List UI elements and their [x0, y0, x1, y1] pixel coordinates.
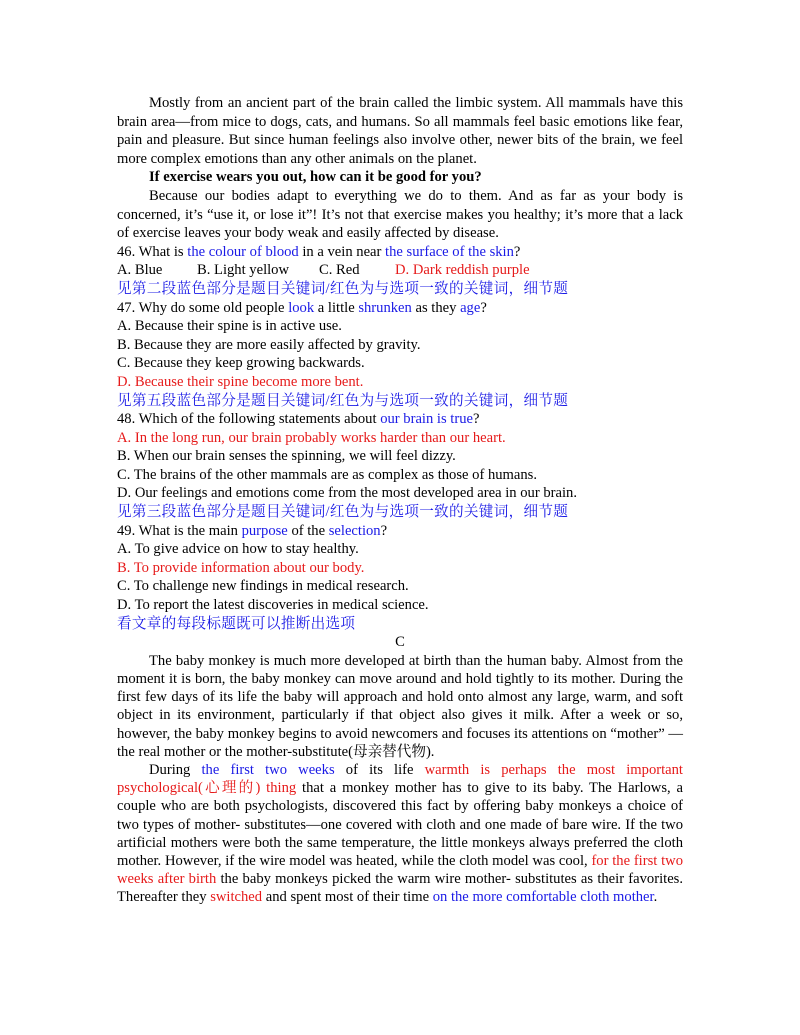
intro-paragraph: Mostly from an ancient part of the brain called the limbic system. All mammals have this brain area—from mice to dogs, cats, and humans. So all mammals feel basic emotions like fear, pain and pleasure. But since human feelings also involve other, newer bits of the brain, we feel more complex emotions than any other animals on the planet.: [117, 95, 683, 167]
question-46-options: [117, 261, 683, 280]
question-46-note: 见第二段蓝色部分是题目关键词/红色为与选项一致的关键词，细节题: [117, 280, 569, 297]
keyword: selection: [328, 522, 381, 539]
section-letter: C: [395, 634, 405, 651]
keyword: on the more comfortable cloth mother: [432, 889, 654, 906]
option-a-answer: A. In the long run, our brain probably works harder than our heart.: [117, 429, 506, 446]
option-a: A. To give advice on how to stay healthy.: [117, 541, 359, 558]
passage-c-paragraph-1: The baby monkey is much more developed at birth than the human baby. Almost from the moment it is born, the baby monkey can move around and hold tightly to its mother. During the first few days of its life the baby will approach and hold onto almost any large, warm, and soft object in its environment, particularly if that object also gives it milk. After a week or so, however, the baby monkey begins to avoid newcomers and focuses its attentions on “mother” —the real mother or the mother-substitute(母亲替代物).: [117, 652, 683, 760]
keyword: the colour of blood: [187, 243, 299, 260]
option-c: C. The brains of the other mammals are as complex as those of humans.: [117, 466, 538, 483]
option-d-answer: D. Dark reddish purple: [395, 262, 530, 279]
answer-phrase: warmth is perhaps the most important psychological(心理的) thing: [117, 762, 683, 797]
keyword: the surface of the skin: [385, 243, 514, 260]
keyword: the first two weeks: [201, 762, 335, 779]
question-48-note: 见第三段蓝色部分是题目关键词/红色为与选项一致的关键词，细节题: [117, 504, 569, 521]
keyword: our brain is true: [380, 411, 473, 428]
option-b-answer: B. To provide information about our body.: [117, 559, 365, 576]
keyword: shrunken: [358, 299, 412, 316]
question-46: 46. What is the colour of blood in a vein near the surface of the skin?: [117, 243, 521, 260]
option-d-answer: D. Because their spine become more bent.: [117, 373, 364, 390]
question-49-note: 看文章的每段标题既可以推断出选项: [117, 615, 356, 632]
answer-phrase: switched: [210, 889, 263, 906]
question-49: 49. What is the main purpose of the selection?: [117, 522, 388, 539]
option-c: C. To challenge new findings in medical research.: [117, 578, 409, 595]
keyword: purpose: [241, 522, 288, 539]
question-48: 48. Which of the following statements about our brain is true?: [117, 411, 480, 428]
option-b: B. When our brain senses the spinning, we will feel dizzy.: [117, 448, 456, 465]
option-b: B. Light yellow: [197, 262, 290, 279]
document-page: [117, 94, 683, 907]
option-a: A. Because their spine is in active use.: [117, 318, 342, 335]
answer-phrase: for the first two weeks after birth: [117, 853, 683, 888]
option-a: A. Blue: [117, 262, 163, 279]
question-47-note: 见第五段蓝色部分是题目关键词/红色为与选项一致的关键词，细节题: [117, 392, 569, 409]
option-d: D. Our feelings and emotions come from the most developed area in our brain.: [117, 485, 577, 502]
keyword: look: [288, 299, 315, 316]
option-d: D. To report the latest discoveries in medical science.: [117, 597, 429, 614]
exercise-paragraph: Because our bodies adapt to everything we do to them. And as far as your body is concerned, it’s “use it, or lose it”! It’s not that exercise makes you healthy; it’s more that a lack of exercise leaves your body weak and easily affected by disease.: [117, 187, 683, 242]
option-b: B. Because they are more easily affected by gravity.: [117, 336, 421, 353]
option-c: C. Red: [319, 262, 360, 279]
question-47: 47. Why do some old people look a little shrunken as they age?: [117, 299, 487, 316]
passage-c-paragraph-2: During the first two weeks of its life warmth is perhaps the most important psychological(心理的) thing that a monkey mother has to give to its baby. The Harlows, a couple who are both psychologists, discovered this fact by offering baby monkeys a choice of two types of mother- substitutes—one covered with cloth and one made of bare wire. If the two artificial mothers were both the same temperature, the little monkeys always preferred the cloth mother. However, if the wire model was heated, while the cloth model was cool, for the first two weeks after birth the baby monkeys picked the warm wire mother- substitutes as their favorites. Thereafter they switched and spent most of their time on the more comfortable cloth mother.: [117, 762, 684, 906]
option-c: C. Because they keep growing backwards.: [117, 355, 365, 372]
section-heading: If exercise wears you out, how can it be good for you?: [149, 169, 482, 186]
keyword: age: [460, 299, 481, 316]
